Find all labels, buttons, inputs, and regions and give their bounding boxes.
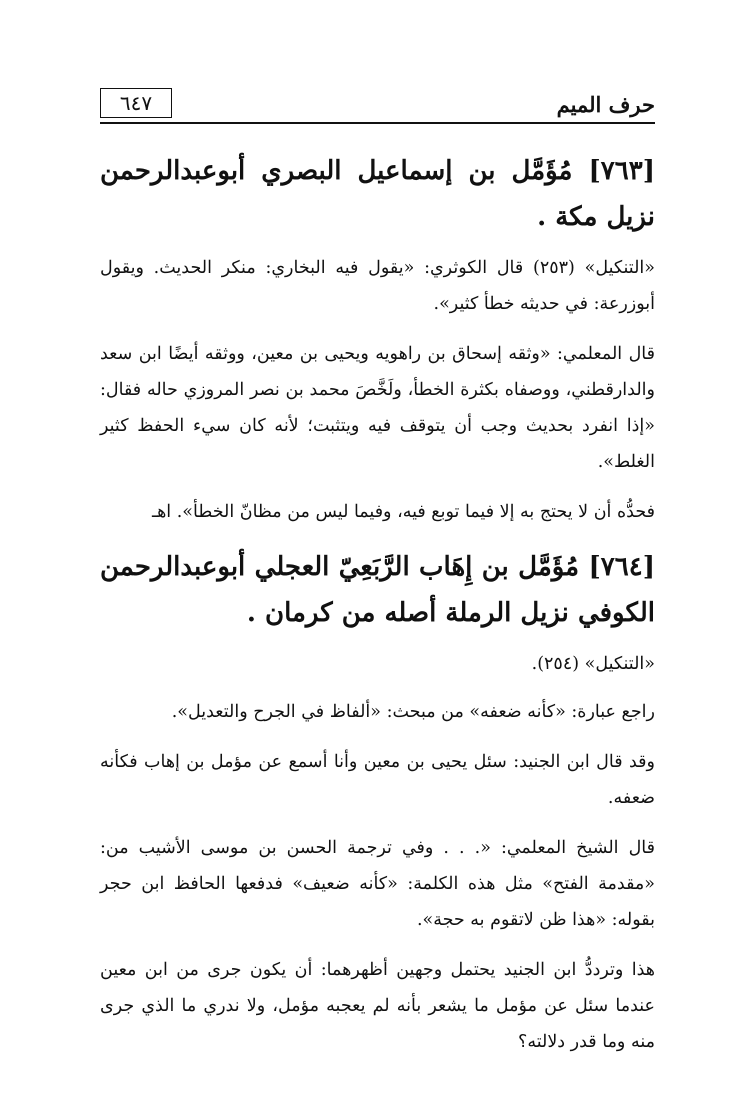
paragraph: هذا وترددُّ ابن الجنيد يحتمل وجهين أظهرهما: أن يكون جرى من ابن معين عندما سئل عن مؤمل ما يشعر بأنه لم يعجبه مؤمل، ولا ندري ما الذي جرى منه وما قدر دلالته؟	[100, 960, 655, 1052]
paragraph: وقد قال ابن الجنيد: سئل يحيى بن معين وأنا أسمع عن مؤمل بن إهاب فكأنه ضعفه.	[100, 752, 655, 808]
entry-heading: [٧٦٤] مُؤَمَّل بن إِهَاب الرَّبَعِيّ العجلي أبوعبدالرحمن الكوفي نزيل الرملة أصله من كرمان .	[100, 552, 655, 628]
paragraph: فحدُّه أن لا يحتج به إلا فيما توبع فيه، وفيما ليس من مظانّ الخطأ». اهـ	[151, 502, 655, 522]
page-number: ٦٤٧	[100, 88, 172, 118]
page-body	[100, 142, 655, 1074]
entry-763	[100, 148, 655, 530]
entry-heading: [٧٦٣] مُؤَمَّل بن إسماعيل البصري أبوعبدالرحمن نزيل مكة .	[100, 156, 655, 232]
page-header	[100, 88, 655, 122]
paragraph: قال الشيخ المعلمي: «. . . وفي ترجمة الحسن بن موسى الأشيب من: «مقدمة الفتح» مثل هذه الكلمة: «كأنه ضعيف» فدفعها الحافظ ابن حجر بقوله: «هذا ظن لاتقوم به حجة».	[100, 838, 655, 930]
header-divider	[100, 122, 655, 124]
paragraph: راجع عبارة: «كأنه ضعفه» من مبحث: «ألفاظ في الجرح والتعديل».	[171, 702, 655, 722]
paragraph: قال المعلمي: «وثقه إسحاق بن راهويه ويحيى بن معين، ووثقه أيضًا ابن سعد والدارقطني، ووصفاه بكثرة الخطأ، ولَخَّصَ محمد بن نصر المروزي حاله فقال: «إذا انفرد بحديث وجب أن يتوقف فيه ويتثبت؛ لأنه كان سيء الحفظ كثير الغلط».	[100, 344, 655, 472]
entry-764	[100, 544, 655, 1060]
paragraph: «التنكيل» (٢٥٤).	[531, 654, 655, 674]
chapter-title: حرف الميم	[556, 92, 655, 117]
paragraph: «التنكيل» (٢٥٣) قال الكوثري: «يقول فيه البخاري: منكر الحديث. ويقول أبوزرعة: في حديثه خطأ كثير».	[100, 258, 655, 314]
